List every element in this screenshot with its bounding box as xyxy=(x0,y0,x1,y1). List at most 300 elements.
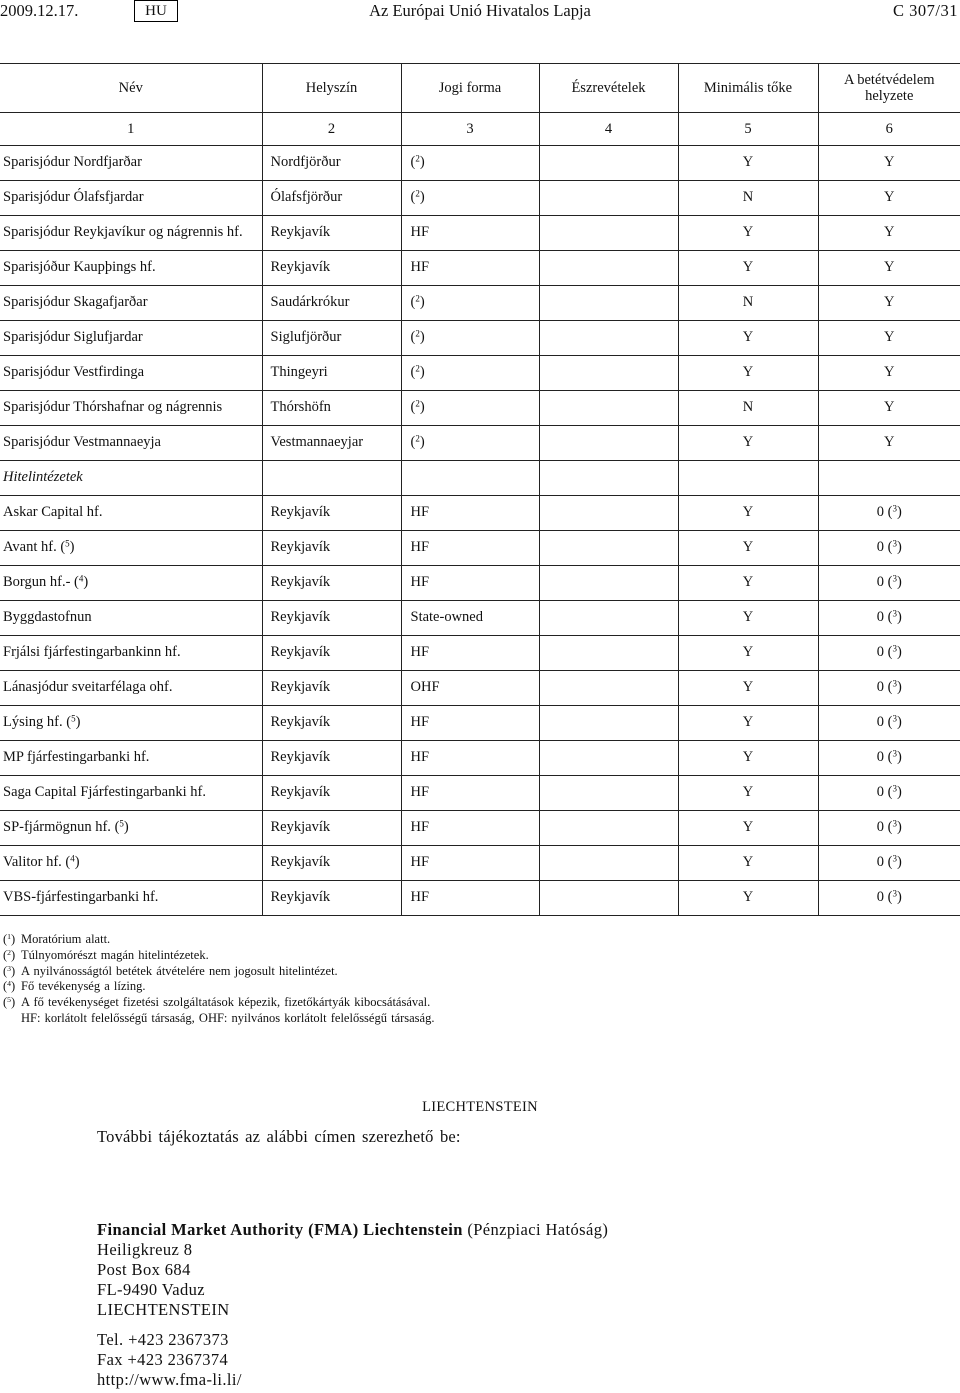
cell-legal-form xyxy=(401,391,539,426)
cell-min-capital xyxy=(678,321,818,356)
footnote-ref: ($^4$) xyxy=(70,573,89,590)
cell-remarks xyxy=(539,496,678,531)
language-badge: HU xyxy=(134,0,178,22)
cell-legal-form xyxy=(401,776,539,811)
cell-deposit-protection xyxy=(818,391,960,426)
footnote xyxy=(3,1011,943,1027)
cell-location xyxy=(262,566,401,601)
cell-text: Y xyxy=(742,609,754,625)
organization-name-hu: (Pénzpiaci Hatóság) xyxy=(467,1220,609,1239)
country-heading: LIECHTENSTEIN xyxy=(422,1099,538,1115)
cell-name xyxy=(0,846,262,881)
cell-min-capital xyxy=(678,566,818,601)
fax-line: Fax +423 2367374 xyxy=(97,1350,229,1369)
table-row xyxy=(0,566,960,601)
cell-deposit-protection xyxy=(818,181,960,216)
cell-location xyxy=(262,286,401,321)
footnote-marker: ($^4$) xyxy=(3,979,16,994)
cell-name xyxy=(0,286,262,321)
cell-text: Y xyxy=(742,574,754,590)
cell-min-capital xyxy=(678,741,818,776)
cell-legal-form xyxy=(401,881,539,916)
cell-min-capital xyxy=(678,426,818,461)
footnote-ref: ($^2$) xyxy=(410,363,425,380)
cell-legal-form xyxy=(401,321,539,356)
footnote-ref-number: 3 xyxy=(892,608,897,619)
cell-text: 0 xyxy=(876,679,884,695)
footnote-text: Fő tevékenység a lízing. xyxy=(21,979,146,994)
publication-date: 2009.12.17. xyxy=(0,1,79,20)
table-row xyxy=(0,601,960,636)
cell-location xyxy=(262,636,401,671)
column-header-location: Helyszín xyxy=(262,64,401,113)
footnote-ref-number: 3 xyxy=(892,503,897,514)
cell-deposit-protection xyxy=(818,811,960,846)
footnote-ref: ($^3$) xyxy=(883,503,902,520)
table-row xyxy=(0,881,960,916)
footnote-ref-number: 3 xyxy=(892,713,897,724)
cell-remarks xyxy=(539,181,678,216)
cell-text: SP-fjármögnun hf. xyxy=(3,819,111,835)
table-row xyxy=(0,216,960,251)
cell-min-capital xyxy=(678,636,818,671)
journal-title: Az Európai Unió Hivatalos Lapja xyxy=(369,1,591,20)
cell-text: Y xyxy=(742,714,754,730)
footnote-ref-number: 3 xyxy=(892,538,897,549)
footnote-marker: ($^1$) xyxy=(3,932,16,946)
table-row xyxy=(0,181,960,216)
footnote-ref: ($^5$) xyxy=(110,818,129,835)
cell-location xyxy=(262,181,401,216)
footnote-ref-number: 2 xyxy=(415,153,420,164)
cell-text: Sparisjódur Skagafjarðar xyxy=(3,294,148,310)
website-link[interactable]: http://www.fma-li.li/ xyxy=(97,1370,242,1389)
footnote-number: 2 xyxy=(7,947,12,957)
cell-name xyxy=(0,146,262,181)
footnote xyxy=(3,995,943,1011)
cell-text: 0 xyxy=(876,644,884,660)
cell-location xyxy=(262,216,401,251)
cell-remarks xyxy=(539,601,678,636)
address-line: FL-9490 Vaduz xyxy=(97,1280,206,1299)
cell-text: Y xyxy=(742,819,754,835)
column-header-min-capital: Minimális tőke xyxy=(678,64,818,113)
cell-legal-form xyxy=(401,496,539,531)
table-row xyxy=(0,811,960,846)
cell-deposit-protection xyxy=(818,706,960,741)
cell-name xyxy=(0,321,262,356)
cell-text: Nordfjörður xyxy=(270,154,341,170)
cell-text: Borgun hf.- xyxy=(3,574,71,590)
cell-remarks xyxy=(539,636,678,671)
footnote-ref-number: 2 xyxy=(415,363,420,374)
cell-location xyxy=(262,426,401,461)
footnote-ref: ($^5$) xyxy=(62,713,81,730)
footnote-ref: ($^3$) xyxy=(883,888,902,905)
footnote-ref: ($^5$) xyxy=(56,538,75,555)
cell-text: Y xyxy=(884,434,895,450)
cell-text: 0 xyxy=(876,854,884,870)
cell-name xyxy=(0,776,262,811)
cell-text: Sparisjódur Nordfjarðar xyxy=(3,154,142,170)
cell-remarks xyxy=(539,846,678,881)
cell-text: 0 xyxy=(876,504,884,520)
footnote-ref: ($^3$) xyxy=(883,573,902,590)
cell-text: 0 xyxy=(876,784,884,800)
cell-remarks xyxy=(539,566,678,601)
cell-text: Reykjavík xyxy=(270,259,331,275)
cell-text: Avant hf. xyxy=(3,539,57,555)
cell-min-capital xyxy=(678,706,818,741)
cell-location xyxy=(262,671,401,706)
cell-text: HF xyxy=(410,224,430,240)
cell-text: Reykjavík xyxy=(270,224,331,240)
cell-deposit-protection xyxy=(818,566,960,601)
cell-location xyxy=(262,146,401,181)
footnote-ref-number: 5 xyxy=(119,818,124,829)
footnote xyxy=(3,948,943,964)
column-header-name: Név xyxy=(0,64,262,113)
footnote-ref-number: 2 xyxy=(415,293,420,304)
cell-name xyxy=(0,531,262,566)
cell-deposit-protection xyxy=(818,636,960,671)
column-number: 3 xyxy=(401,113,539,146)
table-row xyxy=(0,356,960,391)
cell-deposit-protection xyxy=(818,601,960,636)
cell-name xyxy=(0,426,262,461)
cell-legal-form xyxy=(401,811,539,846)
cell-remarks xyxy=(539,671,678,706)
cell-text: 0 xyxy=(876,609,884,625)
cell-text: HF xyxy=(410,889,430,905)
footnote-text: Moratórium alatt. xyxy=(21,932,111,946)
cell-deposit-protection xyxy=(818,146,960,181)
cell-location xyxy=(262,531,401,566)
footnote-ref: ($^2$) xyxy=(410,433,425,450)
cell-text: 0 xyxy=(876,749,884,765)
cell-min-capital xyxy=(678,671,818,706)
cell-text: HF xyxy=(410,854,430,870)
table-row xyxy=(0,776,960,811)
cell-legal-form xyxy=(401,706,539,741)
cell-deposit-protection xyxy=(818,251,960,286)
cell-name xyxy=(0,601,262,636)
cell-min-capital xyxy=(678,496,818,531)
table-row xyxy=(0,636,960,671)
table-row xyxy=(0,671,960,706)
footnote-ref-number: 3 xyxy=(892,853,897,864)
cell-text: OHF xyxy=(410,679,440,695)
cell-legal-form xyxy=(401,181,539,216)
cell-text: 0 xyxy=(876,714,884,730)
cell-name xyxy=(0,496,262,531)
cell-text: Askar Capital hf. xyxy=(3,504,103,520)
footnote-ref-number: 5 xyxy=(71,713,76,724)
cell-text: Lýsing hf. xyxy=(3,714,63,730)
footnote-ref-number: 5 xyxy=(65,538,70,549)
table-row xyxy=(0,741,960,776)
footnote-number: 1 xyxy=(7,932,12,942)
cell-text: Y xyxy=(742,854,754,870)
footnote-ref: ($^3$) xyxy=(883,818,902,835)
address-line: Post Box 684 xyxy=(97,1260,191,1279)
cell-location xyxy=(262,776,401,811)
footnote-ref: ($^2$) xyxy=(410,293,425,310)
cell-min-capital xyxy=(678,146,818,181)
cell-text: Y xyxy=(884,364,895,380)
cell-text: Valitor hf. xyxy=(3,854,62,870)
table-row xyxy=(0,846,960,881)
cell-text: Lánasjódur sveitarfélaga ohf. xyxy=(3,679,173,695)
cell-text: Saudárkrókur xyxy=(270,294,350,310)
cell-name xyxy=(0,566,262,601)
cell-legal-form xyxy=(401,461,539,496)
cell-min-capital xyxy=(678,601,818,636)
cell-text: Y xyxy=(884,189,895,205)
cell-min-capital xyxy=(678,461,818,496)
column-number: 2 xyxy=(262,113,401,146)
cell-deposit-protection xyxy=(818,496,960,531)
cell-deposit-protection xyxy=(818,531,960,566)
cell-name xyxy=(0,636,262,671)
cell-text: 0 xyxy=(876,539,884,555)
cell-location xyxy=(262,251,401,286)
cell-min-capital xyxy=(678,881,818,916)
cell-remarks xyxy=(539,146,678,181)
cell-legal-form xyxy=(401,601,539,636)
cell-text: Y xyxy=(742,539,754,555)
footnote-text: A nyilvánosságtól betétek átvételére nem jogosult hitelintézet. xyxy=(21,963,338,978)
cell-location xyxy=(262,356,401,391)
cell-deposit-protection xyxy=(818,321,960,356)
cell-text: Y xyxy=(742,504,754,520)
column-number: 4 xyxy=(539,113,678,146)
cell-text: Reykjavík xyxy=(270,819,331,835)
footnote-ref: ($^3$) xyxy=(883,713,902,730)
cell-text: Y xyxy=(884,329,895,345)
cell-name xyxy=(0,461,262,496)
table-row xyxy=(0,251,960,286)
footnote-text: HF: korlátolt felelősségű társaság, OHF: nyilvános korlátolt felelősségű társaság. xyxy=(21,1010,435,1025)
cell-location xyxy=(262,706,401,741)
cell-legal-form xyxy=(401,251,539,286)
footnote-ref: ($^2$) xyxy=(410,328,425,345)
cell-text: Reykjavík xyxy=(270,854,331,870)
cell-deposit-protection xyxy=(818,881,960,916)
cell-name xyxy=(0,811,262,846)
column-number: 5 xyxy=(678,113,818,146)
cell-text: Y xyxy=(742,224,754,240)
cell-text: HF xyxy=(410,784,430,800)
section-title: Hitelintézetek xyxy=(3,469,83,485)
institutions-table xyxy=(0,63,960,916)
cell-min-capital xyxy=(678,531,818,566)
cell-text: HF xyxy=(410,539,430,555)
cell-name xyxy=(0,181,262,216)
footnote-ref: ($^3$) xyxy=(883,643,902,660)
column-header-remarks: Észrevételek xyxy=(539,64,678,113)
section-row xyxy=(0,461,960,496)
column-number-row xyxy=(0,113,960,146)
cell-text: 0 xyxy=(876,574,884,590)
cell-text: Y xyxy=(884,399,895,415)
cell-text: Sparisjódur Siglufjardar xyxy=(3,329,143,345)
cell-text: N xyxy=(742,189,754,205)
footnote-ref-number: 3 xyxy=(892,888,897,899)
cell-location xyxy=(262,601,401,636)
cell-text: Reykjavík xyxy=(270,749,331,765)
cell-text: MP fjárfestingarbanki hf. xyxy=(3,749,150,765)
organization-line xyxy=(97,1220,608,1240)
cell-deposit-protection xyxy=(818,461,960,496)
footnote-ref: ($^3$) xyxy=(883,608,902,625)
cell-text: Y xyxy=(742,749,754,765)
footnote-ref: ($^2$) xyxy=(410,188,425,205)
cell-remarks xyxy=(539,426,678,461)
cell-text: Sparisjódur Ólafsfjardar xyxy=(3,189,144,205)
table-row xyxy=(0,531,960,566)
cell-text: Y xyxy=(742,364,754,380)
cell-text: N xyxy=(742,399,754,415)
footnote-ref-number: 3 xyxy=(892,818,897,829)
cell-deposit-protection xyxy=(818,356,960,391)
cell-location xyxy=(262,846,401,881)
cell-remarks xyxy=(539,216,678,251)
cell-min-capital xyxy=(678,811,818,846)
address-line: Heiligkreuz 8 xyxy=(97,1240,193,1259)
footnote-ref-number: 3 xyxy=(892,748,897,759)
cell-legal-form xyxy=(401,531,539,566)
column-header-legal-form: Jogi forma xyxy=(401,64,539,113)
cell-text: Y xyxy=(742,679,754,695)
table-row xyxy=(0,496,960,531)
cell-name xyxy=(0,391,262,426)
cell-deposit-protection xyxy=(818,426,960,461)
cell-text: Y xyxy=(742,889,754,905)
cell-text: HF xyxy=(410,644,430,660)
footnote-text: Túlnyomórészt magán hitelintézetek. xyxy=(21,947,209,962)
cell-text: Frjálsi fjárfestingarbankinn hf. xyxy=(3,644,181,660)
cell-text: Y xyxy=(742,259,754,275)
cell-text: Y xyxy=(884,154,895,170)
cell-text: Siglufjörður xyxy=(270,329,342,345)
cell-remarks xyxy=(539,321,678,356)
cell-deposit-protection xyxy=(818,776,960,811)
column-header-row xyxy=(0,64,960,113)
cell-text: Reykjavík xyxy=(270,644,331,660)
footnote-ref-number: 3 xyxy=(892,573,897,584)
cell-legal-form xyxy=(401,741,539,776)
footnote-ref-number: 3 xyxy=(892,783,897,794)
footnote-ref: ($^3$) xyxy=(883,783,902,800)
cell-name xyxy=(0,356,262,391)
cell-legal-form xyxy=(401,846,539,881)
cell-text: N xyxy=(742,294,754,310)
cell-remarks xyxy=(539,776,678,811)
table-row xyxy=(0,426,960,461)
footnote-ref-number: 2 xyxy=(415,433,420,444)
cell-text: Reykjavík xyxy=(270,714,331,730)
footnote-marker: ($^5$) xyxy=(3,995,16,1010)
footnote-ref: ($^3$) xyxy=(883,853,902,870)
cell-text: HF xyxy=(410,714,430,730)
cell-text: Reykjavík xyxy=(270,539,331,555)
cell-legal-form xyxy=(401,566,539,601)
cell-text: Y xyxy=(742,154,754,170)
cell-min-capital xyxy=(678,216,818,251)
footnote xyxy=(3,964,943,980)
cell-min-capital xyxy=(678,846,818,881)
footnote-ref: ($^3$) xyxy=(883,748,902,765)
cell-text: HF xyxy=(410,574,430,590)
cell-text: Reykjavík xyxy=(270,504,331,520)
cell-text: 0 xyxy=(876,889,884,905)
footnotes xyxy=(3,932,943,1027)
cell-remarks xyxy=(539,531,678,566)
cell-remarks xyxy=(539,811,678,846)
cell-name xyxy=(0,216,262,251)
cell-name xyxy=(0,881,262,916)
cell-legal-form xyxy=(401,286,539,321)
cell-text: Sparisjóður Kaupþings hf. xyxy=(3,259,156,275)
footnote-ref-number: 3 xyxy=(892,678,897,689)
cell-min-capital xyxy=(678,356,818,391)
spacer xyxy=(97,1320,608,1330)
cell-legal-form xyxy=(401,636,539,671)
cell-name xyxy=(0,741,262,776)
cell-text: Y xyxy=(742,644,754,660)
table-row xyxy=(0,391,960,426)
cell-deposit-protection xyxy=(818,846,960,881)
cell-text: Sparisjódur Vestfirdinga xyxy=(3,364,145,380)
cell-location xyxy=(262,461,401,496)
footnote-number: 4 xyxy=(7,979,12,989)
cell-remarks xyxy=(539,356,678,391)
cell-text: Y xyxy=(742,329,754,345)
cell-text: Y xyxy=(884,259,895,275)
footnote-ref-number: 2 xyxy=(415,188,420,199)
cell-text: Y xyxy=(884,224,895,240)
cell-text: Reykjavík xyxy=(270,679,331,695)
cell-name xyxy=(0,706,262,741)
cell-location xyxy=(262,321,401,356)
cell-text: State-owned xyxy=(410,609,483,625)
cell-text: Y xyxy=(884,294,895,310)
cell-name xyxy=(0,251,262,286)
cell-legal-form xyxy=(401,216,539,251)
cell-text: Reykjavík xyxy=(270,574,331,590)
contact-address-block xyxy=(97,1220,608,1390)
cell-remarks xyxy=(539,391,678,426)
cell-remarks xyxy=(539,881,678,916)
cell-text: Vestmannaeyjar xyxy=(270,434,364,450)
footnote-marker: ($^2$) xyxy=(3,947,16,962)
cell-text: 0 xyxy=(876,819,884,835)
cell-text: Reykjavík xyxy=(270,609,331,625)
phone-line: Tel. +423 2367373 xyxy=(97,1330,229,1349)
footnote-number: 3 xyxy=(7,963,12,973)
cell-remarks xyxy=(539,741,678,776)
table-row xyxy=(0,706,960,741)
cell-legal-form xyxy=(401,146,539,181)
cell-legal-form xyxy=(401,671,539,706)
footnote-ref-number: 4 xyxy=(78,573,84,584)
footnote-ref: ($^4$) xyxy=(61,853,80,870)
cell-location xyxy=(262,391,401,426)
column-header-deposit-protection: A betétvédelem helyzete xyxy=(818,64,960,113)
footnote-number: 5 xyxy=(7,995,12,1005)
footnote xyxy=(3,932,943,948)
